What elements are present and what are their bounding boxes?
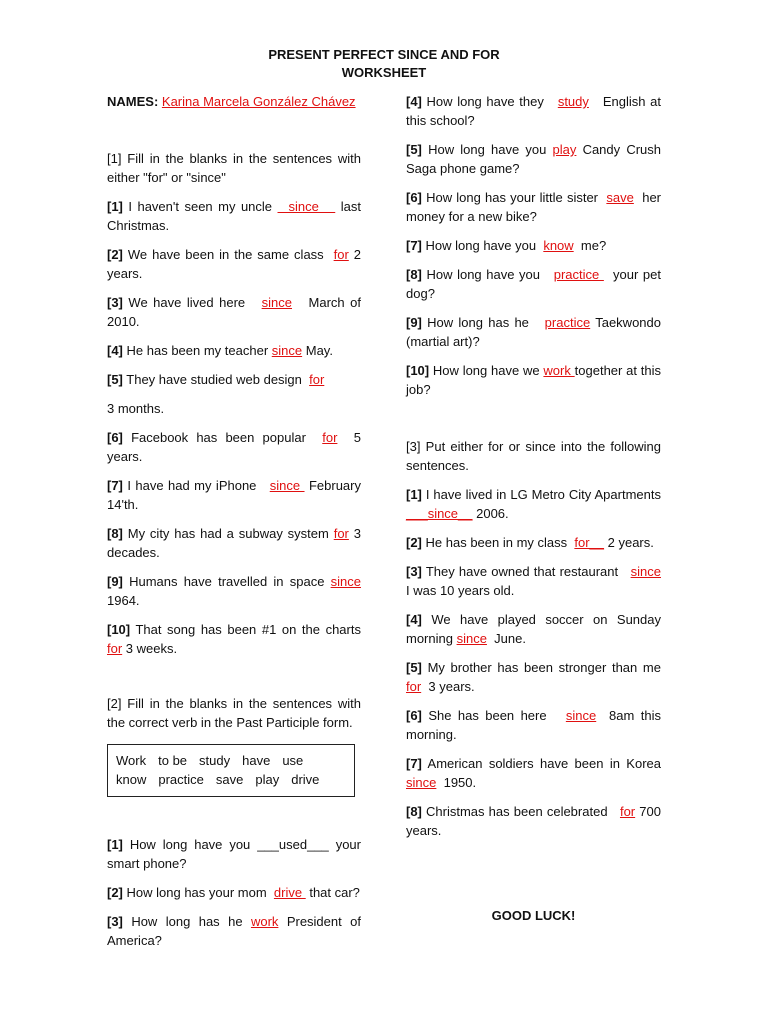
question-text-end: 2 years.	[604, 535, 654, 550]
question-number: [3]	[406, 564, 422, 579]
question-text-end: 2006.	[472, 506, 509, 521]
word-bank-word: save	[215, 772, 244, 787]
question-number: [8]	[107, 526, 123, 541]
question-text-end: 1950.	[436, 775, 477, 790]
answer-text: ___since__	[406, 506, 473, 521]
answer-text: for	[322, 430, 338, 445]
answer-text: for__	[574, 535, 605, 550]
word-bank-word: know	[116, 772, 147, 787]
question-text-end: 2 years.	[107, 247, 365, 281]
answer-text: work	[543, 363, 575, 378]
word-bank	[107, 744, 355, 797]
word-bank-row	[116, 751, 346, 770]
question-number: [9]	[107, 574, 123, 589]
question-text: How long has he	[131, 914, 251, 929]
answer-text: since	[277, 199, 336, 214]
worksheet-title: PRESENT PERFECT SINCE AND FOR	[268, 47, 500, 62]
question-number: [3]	[107, 914, 123, 929]
answer-text: drive	[273, 885, 306, 900]
word-bank-word: have	[242, 753, 271, 768]
question-item	[107, 572, 365, 610]
question-item	[406, 188, 665, 226]
question-text: Christmas has been celebrated	[426, 804, 620, 819]
question-item	[107, 399, 361, 418]
question-text-end: 3 decades.	[107, 526, 365, 560]
answer-text: since	[565, 708, 597, 723]
question-text: Humans have travelled in space	[129, 574, 331, 589]
question-item	[406, 754, 665, 792]
question-item	[107, 835, 365, 873]
student-name: Karina Marcela González Chávez	[161, 94, 356, 109]
word-bank-word: practice	[158, 772, 204, 787]
question-text-end: last Christmas.	[107, 199, 365, 233]
question-text: He has been my teacher	[126, 343, 272, 358]
word-bank-word: use	[282, 753, 304, 768]
answer-text: for	[107, 641, 123, 656]
section2-instructions: [2] Fill in the blanks in the sentences with the correct verb in the Past Participle form.	[107, 696, 361, 730]
question-item	[107, 883, 361, 902]
question-text: That song has been #1 on the charts	[135, 622, 369, 637]
answer-text: play	[552, 142, 577, 157]
question-item	[406, 658, 665, 696]
question-item	[107, 293, 365, 331]
question-text-end: 5 years.	[107, 430, 365, 464]
answer-text: practice	[544, 315, 591, 330]
question-number: [2]	[406, 535, 422, 550]
question-text: They have studied web design	[126, 372, 310, 387]
question-item	[406, 610, 665, 648]
question-item	[107, 245, 365, 283]
answer-text: since	[271, 343, 303, 358]
question-item	[107, 370, 361, 389]
question-text-end: your pet dog?	[406, 267, 665, 301]
question-text: How long have you	[129, 837, 258, 852]
word-bank-word: drive	[291, 772, 320, 787]
question-text: How long have we	[432, 363, 544, 378]
question-text: I haven't seen my uncle	[128, 199, 278, 214]
question-text: He has been in my class	[425, 535, 575, 550]
question-number: [8]	[406, 804, 422, 819]
question-item	[107, 197, 365, 235]
question-item	[406, 485, 665, 523]
question-text: How long has your little sister	[426, 190, 607, 205]
answer-text: since	[630, 564, 661, 579]
question-text-end: 1964.	[107, 574, 365, 608]
question-text: They have owned that restaurant	[425, 564, 631, 579]
question-item	[406, 706, 665, 744]
question-text: How long has your mom	[126, 885, 274, 900]
good-luck-text: GOOD LUCK!	[491, 908, 576, 923]
question-text-end: 3 years.	[421, 679, 475, 694]
answer-text: work	[250, 914, 279, 929]
question-text-end: June.	[486, 631, 526, 646]
question-number: [10]	[406, 363, 430, 378]
question-number: [5]	[107, 372, 123, 387]
question-item	[406, 236, 661, 255]
question-text: My brother has been stronger than me	[427, 660, 665, 675]
question-item	[107, 524, 365, 562]
question-number: [6]	[107, 430, 123, 445]
question-text: Facebook has been popular	[131, 430, 323, 445]
question-text-end: your smart phone?	[107, 837, 365, 871]
answer-text: for	[406, 679, 422, 694]
question-number: [9]	[406, 315, 422, 330]
question-text-end: together at this job?	[406, 363, 665, 397]
worksheet-subtitle: WORKSHEET	[341, 65, 427, 80]
question-number: [7]	[107, 478, 123, 493]
question-text: How long have they	[426, 94, 558, 109]
question-text: My city has had a subway system	[127, 526, 334, 541]
question-number: [6]	[406, 190, 422, 205]
question-text: How long has he	[427, 315, 545, 330]
names-label: NAMES:	[107, 94, 159, 109]
answer-text: for	[333, 526, 349, 541]
answer-text: ___used___	[257, 837, 329, 852]
question-item	[406, 533, 661, 552]
word-bank-row	[116, 770, 346, 789]
answer-text: save	[606, 190, 634, 205]
question-item	[406, 562, 665, 600]
question-number: [6]	[406, 708, 422, 723]
question-item	[406, 361, 665, 399]
question-number: [4]	[406, 612, 422, 627]
question-item	[406, 265, 665, 303]
question-item	[107, 428, 365, 466]
names-line	[107, 92, 361, 111]
question-text: She has been here	[428, 708, 566, 723]
question-text: We have been in the same class	[127, 247, 334, 262]
question-text-end: English at this school?	[406, 94, 665, 128]
answer-text: since	[330, 574, 361, 589]
question-number: [1]	[107, 199, 123, 214]
answer-text: study	[557, 94, 589, 109]
question-text: We have lived here	[128, 295, 262, 310]
question-number: [4]	[406, 94, 422, 109]
question-number: [10]	[107, 622, 131, 637]
question-text-end: May.	[302, 343, 333, 358]
question-item	[107, 912, 364, 950]
question-text: 3 months.	[107, 401, 165, 416]
question-item	[107, 620, 369, 658]
question-text: We have played soccer on Sunday morning	[406, 612, 665, 646]
question-item	[107, 341, 361, 360]
question-text-end: that car?	[305, 885, 360, 900]
right-column	[406, 92, 665, 840]
answer-text: for	[309, 372, 325, 387]
answer-text: since	[456, 631, 487, 646]
answer-text: since	[261, 295, 292, 310]
question-text-end: Candy Crush Saga phone game?	[406, 142, 665, 176]
question-text: I have lived in LG Metro City Apartments	[425, 487, 665, 502]
question-number: [8]	[406, 267, 422, 282]
question-item	[406, 140, 665, 178]
question-number: [3]	[107, 295, 123, 310]
question-text-end: her money for a new bike?	[406, 190, 665, 224]
answer-text: for	[619, 804, 636, 819]
question-number: [5]	[406, 660, 422, 675]
question-text-end: February 14'th.	[107, 478, 365, 512]
question-number: [1]	[107, 837, 123, 852]
question-number: [2]	[107, 885, 123, 900]
word-bank-word: study	[199, 753, 231, 768]
answer-text: practice	[553, 267, 604, 282]
question-text-end: 700 years.	[406, 804, 665, 838]
question-text-end: I was 10 years old.	[406, 564, 665, 598]
question-text-end: Taekwondo (martial art)?	[406, 315, 665, 349]
section1-instructions: [1] Fill in the blanks in the sentences with either "for" or "since"	[107, 151, 361, 185]
question-text-end: 3 weeks.	[122, 641, 178, 656]
answer-text: since	[269, 478, 305, 493]
question-number: [7]	[406, 756, 422, 771]
word-bank-word: play	[255, 772, 280, 787]
word-bank-word: Work	[116, 753, 147, 768]
question-item	[406, 92, 665, 130]
left-column	[107, 92, 369, 950]
question-text: How long have you	[426, 267, 554, 282]
question-text: How long have you	[425, 238, 544, 253]
question-text: I have had my iPhone	[127, 478, 270, 493]
question-number: [5]	[406, 142, 422, 157]
question-text-end: 8am this morning.	[406, 708, 665, 742]
question-number: [1]	[406, 487, 422, 502]
question-text: How long have you	[428, 142, 553, 157]
question-text-end: me?	[573, 238, 607, 253]
question-text-end: March of 2010.	[107, 295, 365, 329]
question-number: [2]	[107, 247, 123, 262]
question-text-end: President of America?	[107, 914, 364, 948]
answer-text: for	[333, 247, 349, 262]
question-number: [4]	[107, 343, 123, 358]
answer-text: know	[543, 238, 574, 253]
word-bank-word: to be	[158, 753, 188, 768]
question-number: [7]	[406, 238, 422, 253]
question-text: American soldiers have been in Korea	[427, 756, 665, 771]
question-item	[107, 476, 365, 514]
question-item	[406, 802, 665, 840]
answer-text: since	[406, 775, 437, 790]
section3-instructions: [3] Put either for or since into the following sentences.	[406, 439, 661, 473]
question-item	[406, 313, 665, 351]
